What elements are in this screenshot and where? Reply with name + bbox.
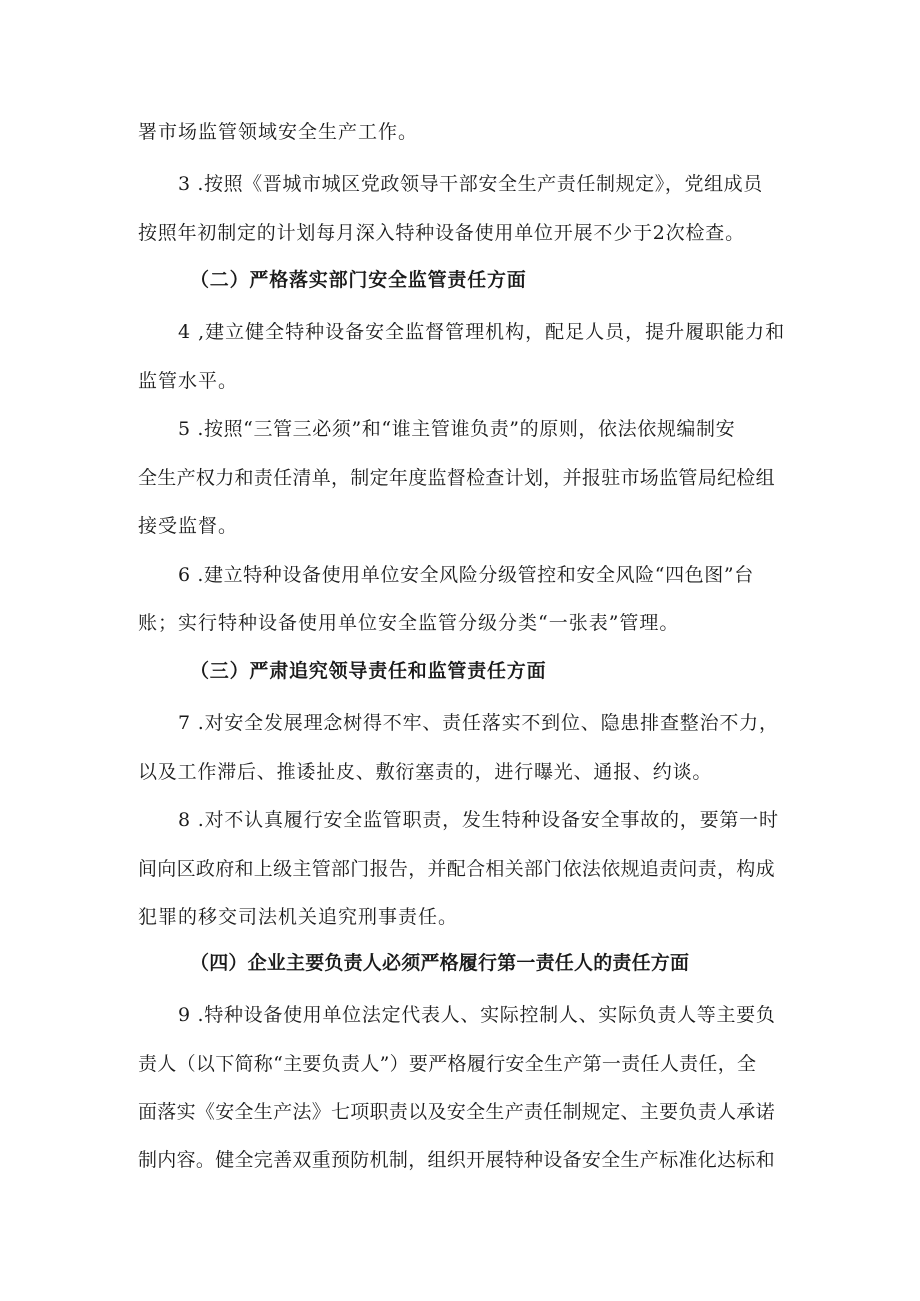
- paragraph-line: 署市场监管领域安全生产工作。: [138, 121, 419, 143]
- paragraph-line: 按照年初制定的计划每月深入特种设备使用单位开展不少于2次检查。: [138, 222, 745, 244]
- paragraph-line: 制内容。健全完善双重预防机制，组织开展特种设备安全生产标准化达标和: [138, 1149, 775, 1171]
- paragraph-line: 责人（以下简称“主要负责人”）要严格履行安全生产第一责任人责任，全: [138, 1053, 757, 1075]
- paragraph-line: 6 .建立特种设备使用单位安全风险分级管控和安全风险“四色图”台: [178, 564, 754, 586]
- paragraph-line: 接受监督。: [138, 515, 239, 537]
- paragraph-line: 9 .特种设备使用单位法定代表人、实际控制人、实际负责人等主要负: [178, 1004, 776, 1026]
- section-heading: （四）企业主要负责人必须严格履行第一责任人的责任方面: [190, 952, 690, 974]
- section-heading: （二）严格落实部门安全监管责任方面: [190, 269, 527, 291]
- paragraph-line: 全生产权力和责任清单，制定年度监督检查计划，并报驻市场监管局纪检组: [138, 467, 775, 489]
- paragraph-line: 3 .按照《晋城市城区党政领导干部安全生产责任制规定》，党组成员: [178, 173, 763, 195]
- paragraph-line: 犯罪的移交司法机关追究刑事责任。: [138, 906, 459, 928]
- paragraph-line: 5 .按照“三管三必须”和“谁主管谁负责”的原则，依法依规编制安: [178, 418, 736, 440]
- paragraph-line: 监管水平。: [138, 370, 239, 392]
- paragraph-line: 7 .对安全发展理念树得不牢、责任落实不到位、隐患排查整治不力，: [178, 712, 779, 734]
- paragraph-line: 以及工作滞后、推诿扯皮、敷衍塞责的，进行曝光、通报、约谈。: [138, 761, 713, 783]
- paragraph-line: 8 .对不认真履行安全监管职责，发生特种设备安全事故的，要第一时: [178, 809, 779, 831]
- paragraph-line: 间向区政府和上级主管部门报告，并配合相关部门依法依规追责问责，构成: [138, 858, 775, 880]
- paragraph-line: 账；实行特种设备使用单位安全监管分级分类“一张表”管理。: [138, 612, 680, 634]
- paragraph-line: 面落实《安全生产法》七项职责以及安全生产责任制规定、主要负责人承诺: [138, 1101, 775, 1123]
- paragraph-line: 4 ,建立健全特种设备安全监督管理机构，配足人员，提升履职能力和: [178, 321, 786, 343]
- section-heading: （三）严肃追究领导责任和监管责任方面: [190, 660, 547, 682]
